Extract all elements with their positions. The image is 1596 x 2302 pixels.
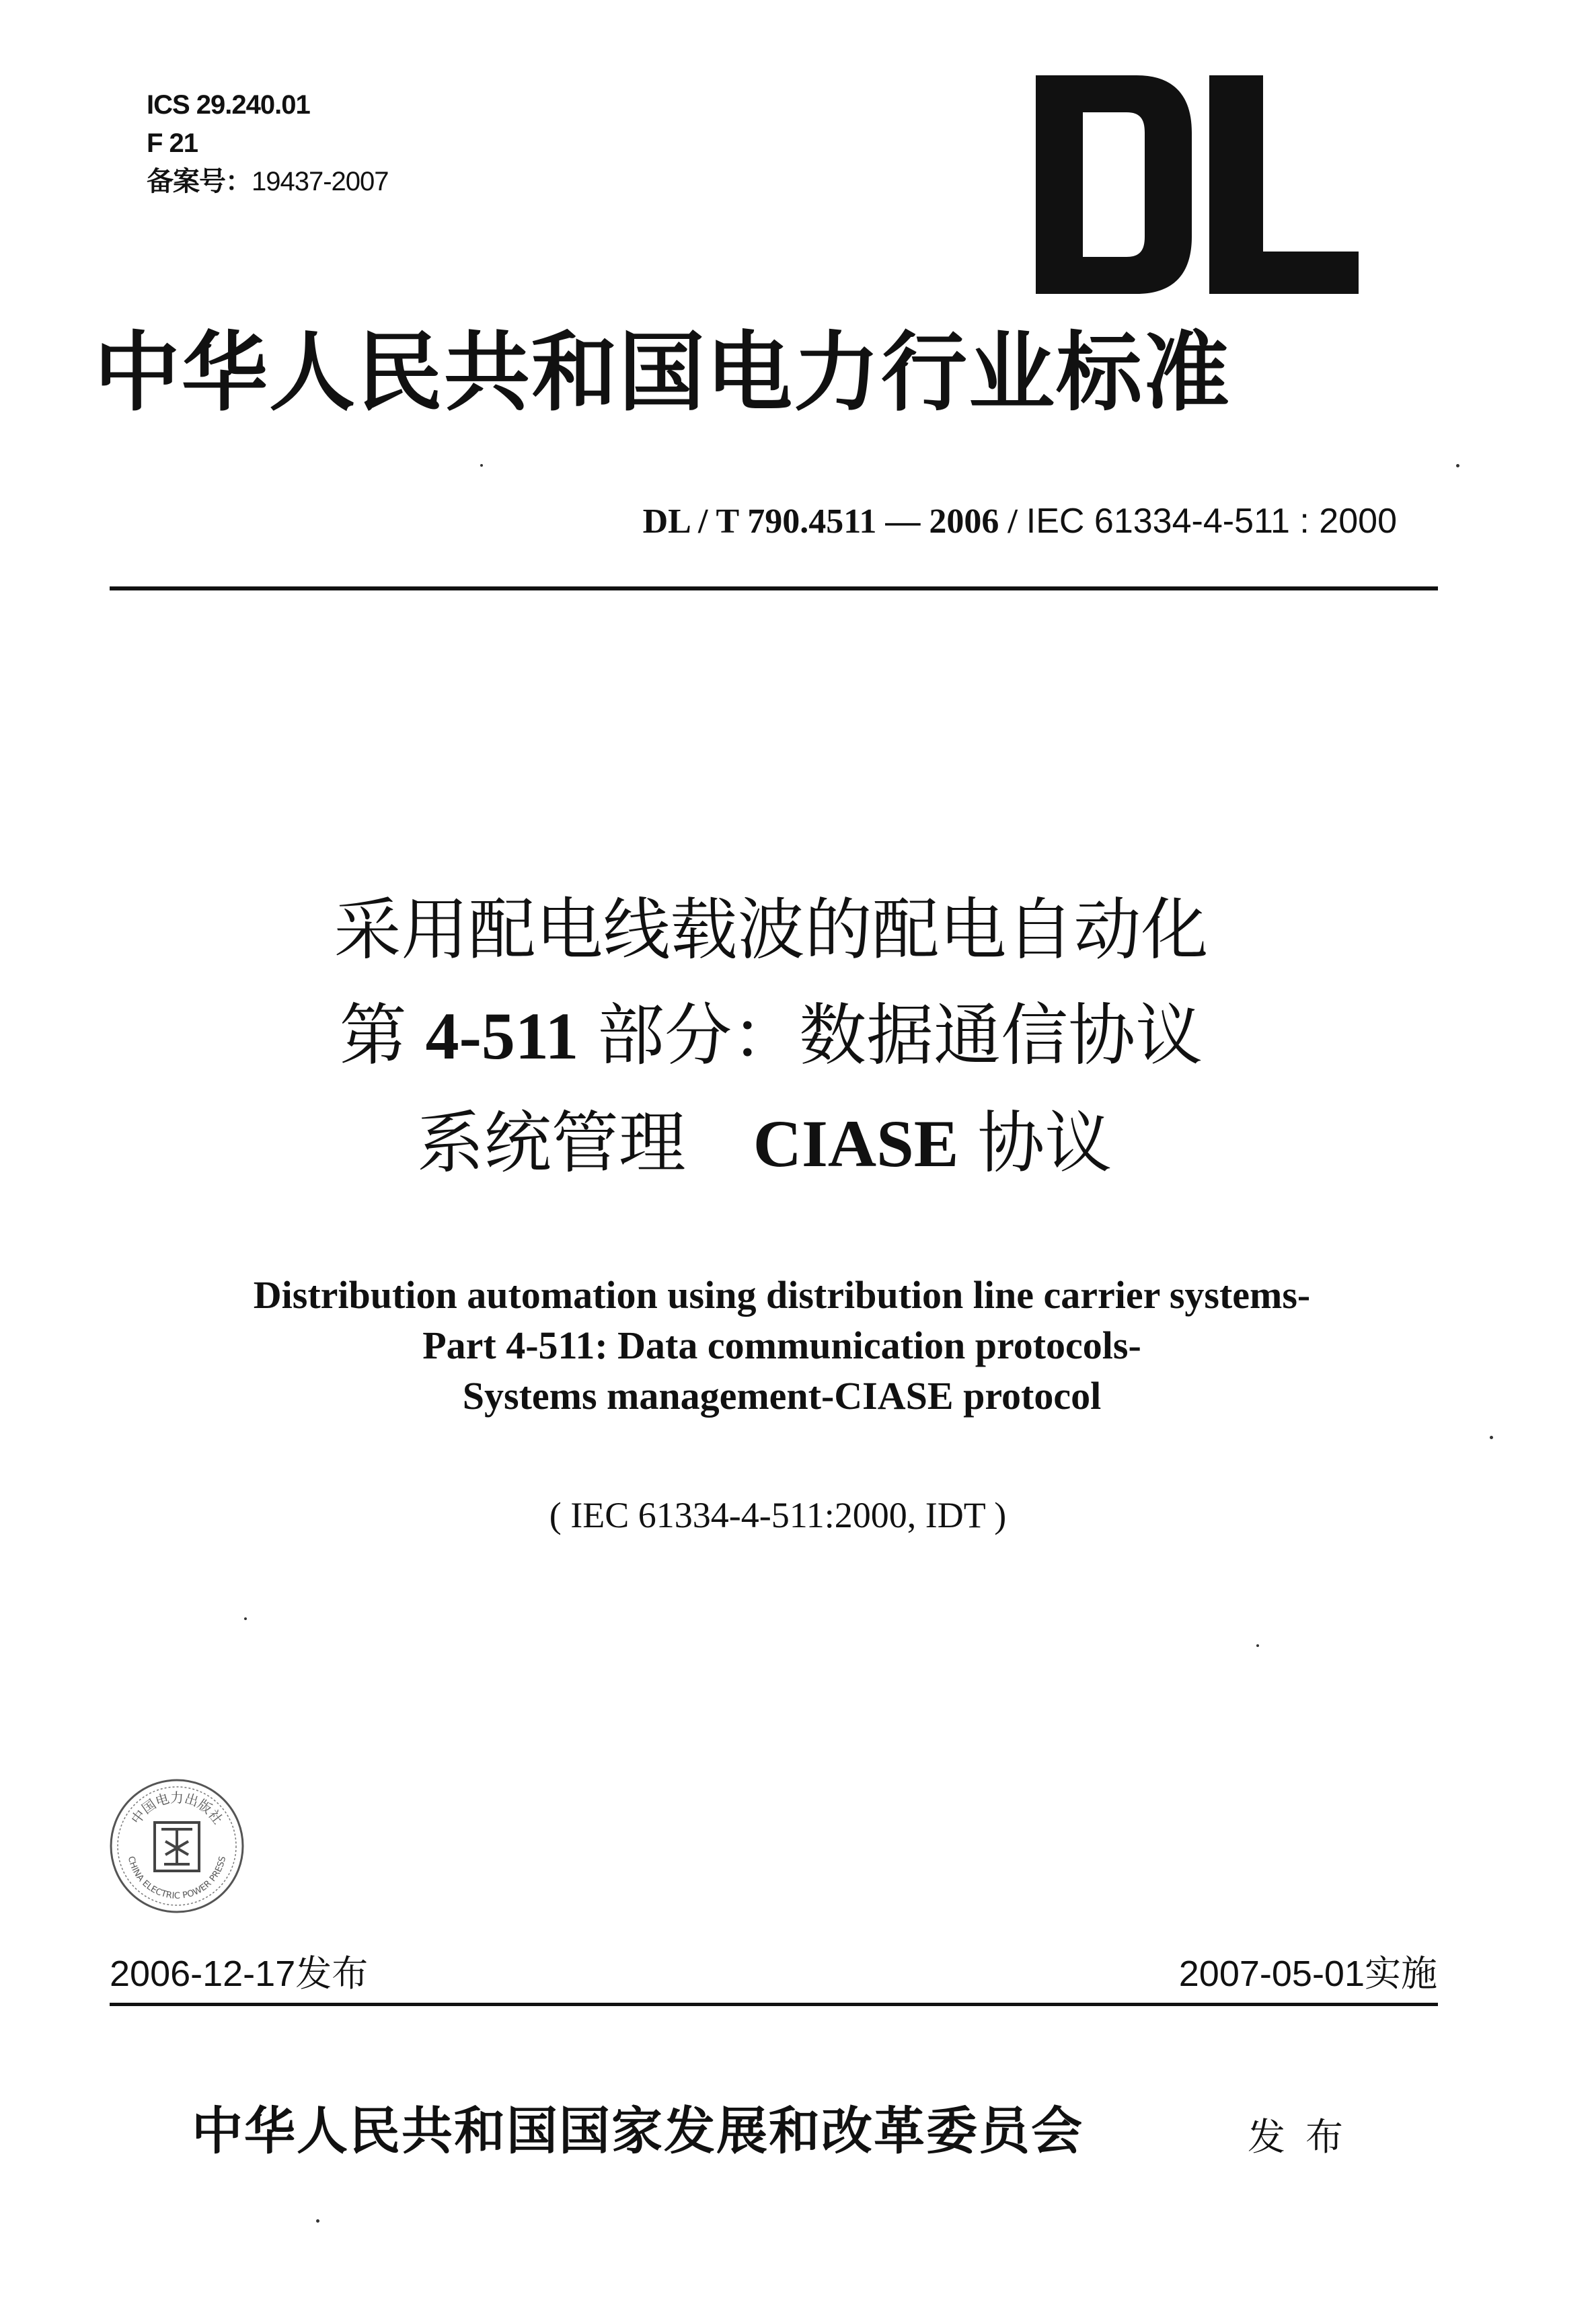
document-title-en-line2: Part 4-511: Data communication protocols- — [422, 1323, 1141, 1367]
document-title-en-line1: Distribution automation using distribution line carrier systems- — [253, 1273, 1311, 1317]
title-cn-line3-prefix: 系统管理 — [416, 1106, 753, 1181]
scan-speck — [480, 464, 483, 467]
standard-number — [643, 498, 1397, 545]
implementation-date: 2007-05-01实施 — [1178, 1954, 1437, 1994]
scan-speck — [1456, 464, 1459, 467]
filing-number: 19437-2007 — [252, 167, 389, 196]
date-divider — [110, 2003, 1438, 2006]
ccs-code: F 21 — [147, 128, 198, 158]
issue-date: 2006-12-17发布 — [110, 1954, 369, 1994]
document-title-en-line3: Systems management-CIASE protocol — [462, 1374, 1102, 1418]
filing-label: 备案号： — [147, 167, 252, 196]
dl-logo-mark — [1036, 75, 1359, 294]
scan-speck — [1256, 1644, 1259, 1647]
seal-ring-text: CHINA ELECTRIC POWER PRESS — [125, 1855, 229, 1902]
standard-category-title: 中华人民共和国电力行业标准 — [94, 325, 1231, 421]
scan-speck — [316, 2219, 319, 2223]
filing-number-line — [147, 163, 389, 201]
title-cn-ciase: CIASE — [753, 1106, 959, 1181]
document-title-cn-line3 — [0, 1100, 1562, 1188]
publisher-seal-icon — [106, 1775, 248, 1917]
title-cn-line3-suffix: 协议 — [958, 1106, 1112, 1181]
issuing-authority: 中华人民共和国国家发展和改革委员会 — [192, 2104, 1084, 2160]
standard-number-dl: DL / T 790.4511 — 2006 / — [642, 502, 1026, 541]
title-cn-part-number: 4-511 — [425, 999, 579, 1073]
title-cn-line2-suffix: 部分：数据通信协议 — [578, 998, 1203, 1073]
title-cn-line2-prefix: 第 — [339, 998, 426, 1073]
ics-code: ICS 29.240.01 — [147, 90, 310, 120]
equivalence-statement: ( IEC 61334-4-511:2000, IDT ) — [549, 1495, 1007, 1535]
document-title-cn-line1: 采用配电线载波的配电自动化 — [334, 892, 1209, 968]
scan-speck — [1490, 1436, 1493, 1439]
document-title-cn-line2 — [0, 992, 1569, 1080]
seal-top-text: 中国电力出版社 — [127, 1790, 227, 1827]
standard-number-iec: IEC 61334-4-511 : 2000 — [1026, 502, 1397, 541]
header-divider — [110, 586, 1438, 590]
issue-label: 发布 — [1248, 2116, 1363, 2158]
classification-block — [147, 86, 389, 201]
scan-speck — [244, 1617, 247, 1620]
